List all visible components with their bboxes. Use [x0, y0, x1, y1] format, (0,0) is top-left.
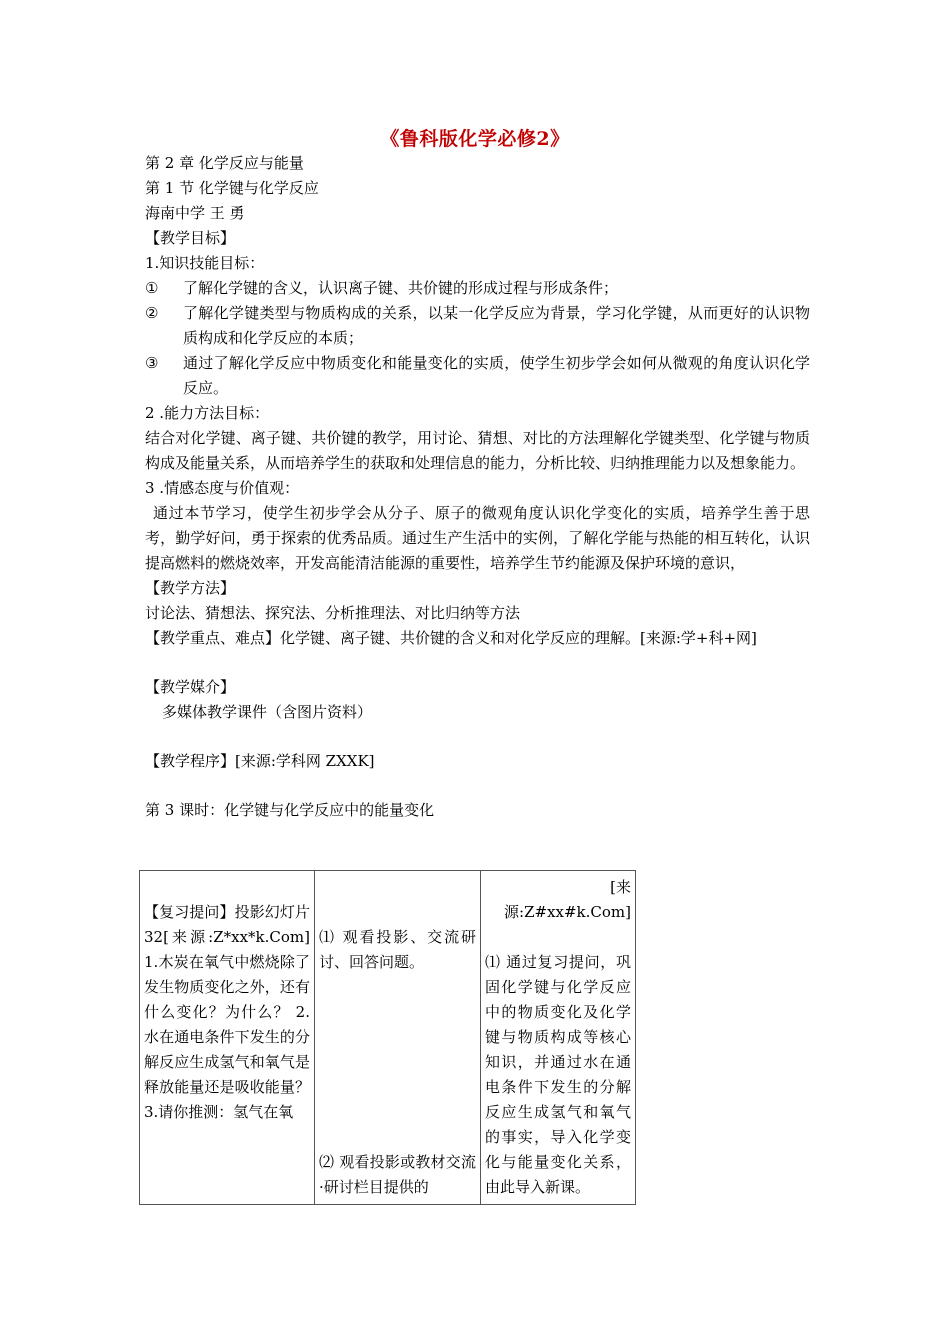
document-body: [145, 151, 810, 823]
section-line: 第 1 节 化学键与化学反应: [145, 179, 319, 197]
goal1-item: [145, 351, 810, 401]
goal1-heading: 1.知识技能目标：: [145, 254, 265, 272]
method-heading: 【教学方法】: [145, 579, 236, 597]
goal3-text: 通过本节学习，使学生初步学会从分子、原子的微观角度认识化学变化的实质，培养学生善于思考，勤学好问，勇于探索的优秀品质。通过生产生活中的实例，了解化学能与热能的相互转化，认识提高燃料的燃烧效率，开发高能清洁能源的重要性，培养学生节约能源及保护环境的意识，: [145, 504, 810, 572]
goal1-item-text: 了解化学键的含义，认识离子键、共价键的形成过程与形成条件；: [183, 279, 619, 297]
goal2-heading: 2 .能力方法目标：: [145, 404, 270, 422]
student-activity-cell: [315, 871, 481, 1205]
student-activity-text-2: ⑵ 观看投影或教材交流·研讨栏目提供的: [319, 1153, 476, 1196]
goal1-item-number: ②: [145, 304, 159, 322]
teacher-activity-cell: [140, 871, 315, 1205]
method-text: 讨论法、猜想法、探究法、分析推理法、对比归纳等方法: [145, 604, 521, 622]
table-row: [140, 871, 636, 1205]
goal1-item-number: ①: [145, 279, 159, 297]
media-text: 多媒体教学课件（含图片资料）: [162, 703, 373, 721]
goal1-item: [145, 276, 810, 301]
chapter-line: 第 2 章 化学反应与能量: [145, 154, 304, 172]
goal1-item-text: 了解化学键类型与物质构成的关系，以某一化学反应为背景，学习化学键，从而更好的认识物质构成和化学反应的本质；: [183, 304, 810, 347]
blank-line: [145, 725, 810, 749]
lesson-title: 第 3 课时：化学键与化学反应中的能量变化: [145, 801, 435, 819]
document-title: 《鲁科版化学必修2》: [380, 128, 570, 150]
goal3-heading: 3 .情感态度与价值观：: [145, 479, 300, 497]
design-intent-text: ⑴ 通过复习提问，巩固化学键与化学反应中的物质变化及化学键与物质构成等核心知识，并通过水在通电条件下发生的分解反应生成氢气和氧气的事实，导入化学变化与能量变化关系，由此导入新课。: [485, 953, 631, 1196]
procedure-line: 【教学程序】[来源:学科网 ZXXK]: [145, 752, 375, 770]
media-heading: 【教学媒介】: [145, 678, 236, 696]
goals-heading: 【教学目标】: [145, 229, 236, 247]
keypoints-line: 【教学重点、难点】化学键、离子键、共价键的含义和对化学反应的理解。[来源:学+科+网]: [145, 629, 757, 647]
blank-line: [145, 651, 810, 675]
lesson-table: [139, 870, 636, 1205]
goal2-text: 结合对化学键、离子键、共价键的教学，用讨论、猜想、对比的方法理解化学键类型、化学键与物质构成及能量关系，从而培养学生的获取和处理信息的能力，分析比较、归纳推理能力以及想象能力。: [145, 429, 810, 472]
teacher-activity-text: 【复习提问】投影幻灯片 32[来源:Z*xx*k.Com] 1.木炭在氧气中燃烧除了发生物质变化之外，还有什么变化？为什么？ 2.水在通电条件下发生的分解反应生成氢气和氧气是释放能量还是吸收能量？ 3.请你推测：氢气在氧: [144, 903, 310, 1121]
source-note: [来源:Z#xx#k.Com]: [504, 878, 631, 921]
goal1-item: [145, 301, 810, 351]
goal1-item-text: 通过了解化学反应中物质变化和能量变化的实质，使学生初步学会如何从微观的角度认识化学反应。: [183, 354, 810, 397]
student-activity-text-1: ⑴ 观看投影、交流研讨、回答问题。: [319, 928, 476, 971]
blank-line: [145, 774, 810, 798]
goal1-item-number: ③: [145, 354, 159, 372]
design-intent-cell: [481, 871, 636, 1205]
author-line: 海南中学 王 勇: [145, 204, 245, 222]
